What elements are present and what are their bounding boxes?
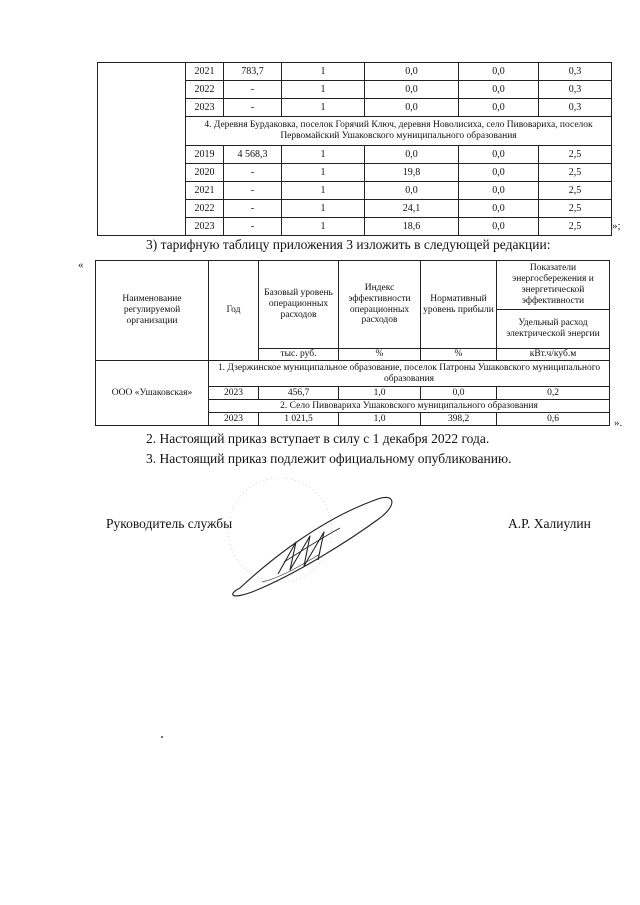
profit-cell: 0,0 (365, 99, 459, 117)
unit-energy: кВт.ч/куб.м (497, 349, 610, 361)
table-row (98, 63, 612, 81)
loss-cell: 0,0 (459, 81, 539, 99)
location-header: 4. Деревня Бурдаковка, поселок Горячий Ключ, деревня Новолисиха, село Пивовариха, поселок Первомайский Ушаковского муниципального образования (186, 117, 612, 146)
year-cell: 2022 (186, 200, 224, 218)
base-cell: 1 021,5 (259, 413, 339, 426)
table2-closing-mark: ». (614, 417, 623, 429)
loss-cell: 0,0 (459, 182, 539, 200)
loss-cell: 0,0 (459, 99, 539, 117)
index-cell: 1 (282, 146, 365, 164)
index-cell: 1 (282, 218, 365, 236)
profit-cell: 0,0 (365, 63, 459, 81)
year-cell: 2022 (186, 81, 224, 99)
opening-quote: « (78, 259, 84, 271)
loss-cell: 0,0 (459, 164, 539, 182)
profit-cell: 398,2 (421, 413, 497, 426)
handwritten-signature-icon (200, 470, 400, 610)
unit-base: тыс. руб. (259, 349, 339, 361)
base-cell: 456,7 (259, 387, 339, 400)
year-cell: 2023 (186, 99, 224, 117)
header-year: Год (209, 261, 259, 361)
profit-cell: 0,0 (365, 146, 459, 164)
base-cell: - (224, 182, 282, 200)
index-cell: 1 (282, 182, 365, 200)
header-energy: Удельный расход электрической энергии (497, 310, 610, 349)
table-header-row (96, 261, 610, 310)
loss-cell: 0,0 (459, 146, 539, 164)
year-cell: 2023 (209, 387, 259, 400)
org-name-cell: ООО «Ушаковская» (96, 361, 209, 426)
profit-cell: 24,1 (365, 200, 459, 218)
loss-cell: 0,0 (459, 63, 539, 81)
signature-title: Руководитель службы (106, 516, 233, 531)
unit-index: % (339, 349, 421, 361)
table-row (96, 361, 610, 387)
energy-cell: 0,6 (497, 413, 610, 426)
header-base: Базовый уровень операционных расходов (259, 261, 339, 349)
base-cell: - (224, 99, 282, 117)
profit-cell: 0,0 (365, 81, 459, 99)
header-profit: Нормативный уровень прибыли (421, 261, 497, 349)
year-cell: 2021 (186, 63, 224, 81)
year-cell: 2023 (209, 413, 259, 426)
table1-closing-mark: »; (612, 220, 621, 232)
header-index: Индекс эффективности операционных расходов (339, 261, 421, 349)
index-cell: 1 (282, 81, 365, 99)
scan-speck (161, 736, 163, 738)
base-cell: - (224, 164, 282, 182)
item-3: 3. Настоящий приказ подлежит официальному опубликованию. (146, 451, 512, 466)
index-cell: 1 (282, 99, 365, 117)
energy-cell: 0,3 (539, 99, 612, 117)
year-cell: 2019 (186, 146, 224, 164)
energy-cell: 0,3 (539, 63, 612, 81)
profit-cell: 0,0 (365, 182, 459, 200)
base-cell: - (224, 200, 282, 218)
base-cell: - (224, 81, 282, 99)
loss-cell: 0,0 (459, 218, 539, 236)
item-2: 2. Настоящий приказ вступает в силу с 1 декабря 2022 года. (146, 431, 490, 446)
energy-cell: 2,5 (539, 218, 612, 236)
loss-cell: 0,0 (459, 200, 539, 218)
energy-cell: 0,2 (497, 387, 610, 400)
profit-cell: 0,0 (421, 387, 497, 400)
base-cell: 4 568,3 (224, 146, 282, 164)
year-cell: 2021 (186, 182, 224, 200)
energy-cell: 2,5 (539, 164, 612, 182)
header-org: Наименование регулируемой организации (96, 261, 209, 361)
section-1-label: 1. Дзержинское муниципальное образование, поселок Патроны Ушаковского муниципального образования (209, 361, 610, 387)
index-cell: 1 (282, 200, 365, 218)
index-cell: 1,0 (339, 413, 421, 426)
profit-cell: 18,6 (365, 218, 459, 236)
year-cell: 2020 (186, 164, 224, 182)
signature-name: А.Р. Халиулин (508, 516, 591, 531)
base-cell: - (224, 218, 282, 236)
index-cell: 1,0 (339, 387, 421, 400)
org-cell-empty (98, 63, 186, 236)
index-cell: 1 (282, 164, 365, 182)
tariff-table-continued (97, 62, 612, 236)
energy-cell: 2,5 (539, 182, 612, 200)
year-cell: 2023 (186, 218, 224, 236)
header-energy-group: Показатели энергосбережения и энергетической эффективности (497, 261, 610, 310)
unit-profit: % (421, 349, 497, 361)
base-cell: 783,7 (224, 63, 282, 81)
paragraph-3: 3) тарифную таблицу приложения 3 изложить в следующей редакции: (146, 237, 551, 252)
profit-cell: 19,8 (365, 164, 459, 182)
section-2-label: 2. Село Пивовариха Ушаковского муниципального образования (209, 400, 610, 413)
energy-cell: 2,5 (539, 200, 612, 218)
tariff-table-appendix-3 (95, 260, 610, 426)
index-cell: 1 (282, 63, 365, 81)
energy-cell: 2,5 (539, 146, 612, 164)
energy-cell: 0,3 (539, 81, 612, 99)
